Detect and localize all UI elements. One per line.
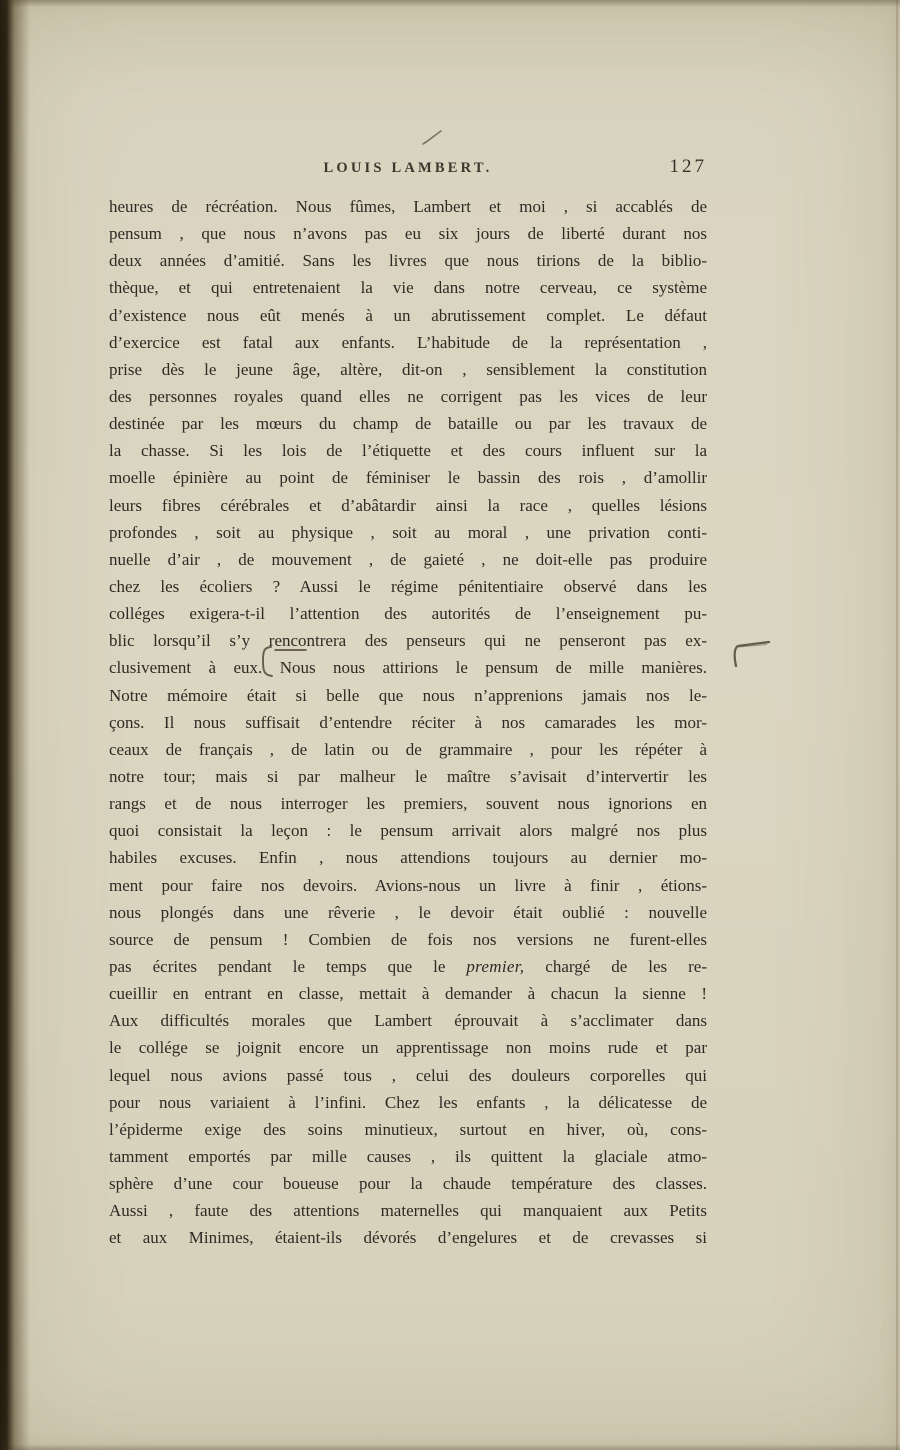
text-line: blic lorsqu’il s’y rencontrera des penseurs qui ne penseront pas ex- — [109, 631, 707, 651]
text-line: habiles excuses. Enfin , nous attendions toujours au dernier mo- — [109, 848, 707, 868]
text-line: d’existence nous eût menés à un abrutissement complet. Le défaut — [109, 305, 707, 325]
text-line: quoi consistait la leçon : le pensum arrivait alors malgré nos plus — [109, 821, 707, 841]
text-line: cueillir en entrant en classe, mettait à demander à chacun la sienne ! — [109, 984, 707, 1004]
text-line: çons. Il nous suffisait d’entendre réciter à nos camarades les mor- — [109, 712, 707, 732]
text-line: Aux difficultés morales que Lambert éprouvait à s’acclimater dans — [109, 1011, 707, 1031]
text-line: colléges exigera-t-il l’attention des autorités de l’enseignement pu- — [109, 604, 707, 624]
text-line: sphère d’une cour boueuse pour la chaude température des classes. — [109, 1174, 707, 1194]
text-line: Aussi , faute des attentions maternelles qui manquaient aux Petits — [109, 1201, 707, 1221]
text-line: pensum , que nous n’avons pas eu six jours de liberté durant nos — [109, 224, 707, 244]
text-line: thèque, et qui entretenaient la vie dans notre cerveau, ce système — [109, 278, 707, 298]
text-line: des personnes royales quand elles ne corrigent pas les vices de leur — [109, 386, 707, 406]
text-line: et aux Minimes, étaient-ils dévorés d’engelures et de crevasses si — [109, 1228, 707, 1248]
text-line: tamment emportés par mille causes , ils quittent la glaciale atmo- — [109, 1146, 707, 1166]
pencil-mark-top-stroke — [421, 129, 443, 152]
text-line: source de pensum ! Combien de fois nos versions ne furent-elles — [109, 929, 707, 949]
text-line: ment pour faire nos devoirs. Avions-nous un livre à finir , étions- — [109, 875, 707, 895]
text-line: profondes , soit au physique , soit au moral , une privation conti- — [109, 522, 707, 542]
page-number: 127 — [669, 156, 707, 177]
scan-right-edge-line — [896, 0, 898, 1450]
page-text — [109, 193, 707, 1251]
text-line: la chasse. Si les lois de l’étiquette et des cours influent sur la — [109, 441, 707, 461]
scan-top-edge-shadow — [0, 0, 900, 7]
text-line: ceaux de français , de latin ou de grammaire , pour les répéter à — [109, 739, 707, 759]
text-line: pas écrites pendant le temps que le premier, chargé de les re- — [109, 956, 707, 976]
text-line: leurs fibres cérébrales et d’abâtardir ainsi la race , quelles lésions — [109, 495, 707, 515]
page-gutter-shadow — [0, 0, 30, 1450]
scan-bottom-edge-shadow — [0, 1444, 900, 1450]
text-line: l’épiderme exige des soins minutieux, surtout en hiver, où, cons- — [109, 1119, 707, 1139]
text-line: pour nous variaient à l’infini. Chez les enfants , la délicatesse de — [109, 1092, 707, 1112]
page-header — [109, 156, 707, 186]
text-line: le collége se joignit encore un apprentissage non moins rude et par — [109, 1038, 707, 1058]
text-line: prise dès le jeune âge, altère, dit-on , sensiblement la constitution — [109, 359, 707, 379]
text-line: deux années d’amitié. Sans les livres que nous tirions de la biblio- — [109, 251, 707, 271]
text-line: Notre mémoire était si belle que nous n’apprenions jamais nos le- — [109, 685, 707, 705]
running-title: LOUIS LAMBERT. — [323, 160, 493, 176]
text-line: nous plongés dans une rêverie , le devoir était oublié : nouvelle — [109, 902, 707, 922]
text-line: moelle épinière au point de féminiser le bassin des rois , d’amollir — [109, 468, 707, 488]
text-line: notre tour; mais si par malheur le maître s’avisait d’intervertir les — [109, 766, 707, 786]
text-line: destinée par les mœurs du champ de bataille ou par les travaux de — [109, 414, 707, 434]
text-line: heures de récréation. Nous fûmes, Lambert et moi , si accablés de — [109, 197, 707, 216]
text-line: chez les écoliers ? Aussi le régime pénitentiaire observé dans les — [109, 576, 707, 596]
text-line: nuelle d’air , de mouvement , de gaieté , ne doit-elle pas produire — [109, 549, 707, 569]
text-line: d’exercice est fatal aux enfants. L’habitude de la représentation , — [109, 332, 707, 352]
text-line: lequel nous avions passé tous , celui des douleurs corporelles qui — [109, 1065, 707, 1085]
text-line: clusivement à eux. Nous nous attirions le pensum de mille manières. — [109, 658, 707, 678]
pencil-margin-mark — [728, 637, 774, 676]
text-line: rangs et de nous interroger les premiers, souvent nous ignorions en — [109, 794, 707, 814]
